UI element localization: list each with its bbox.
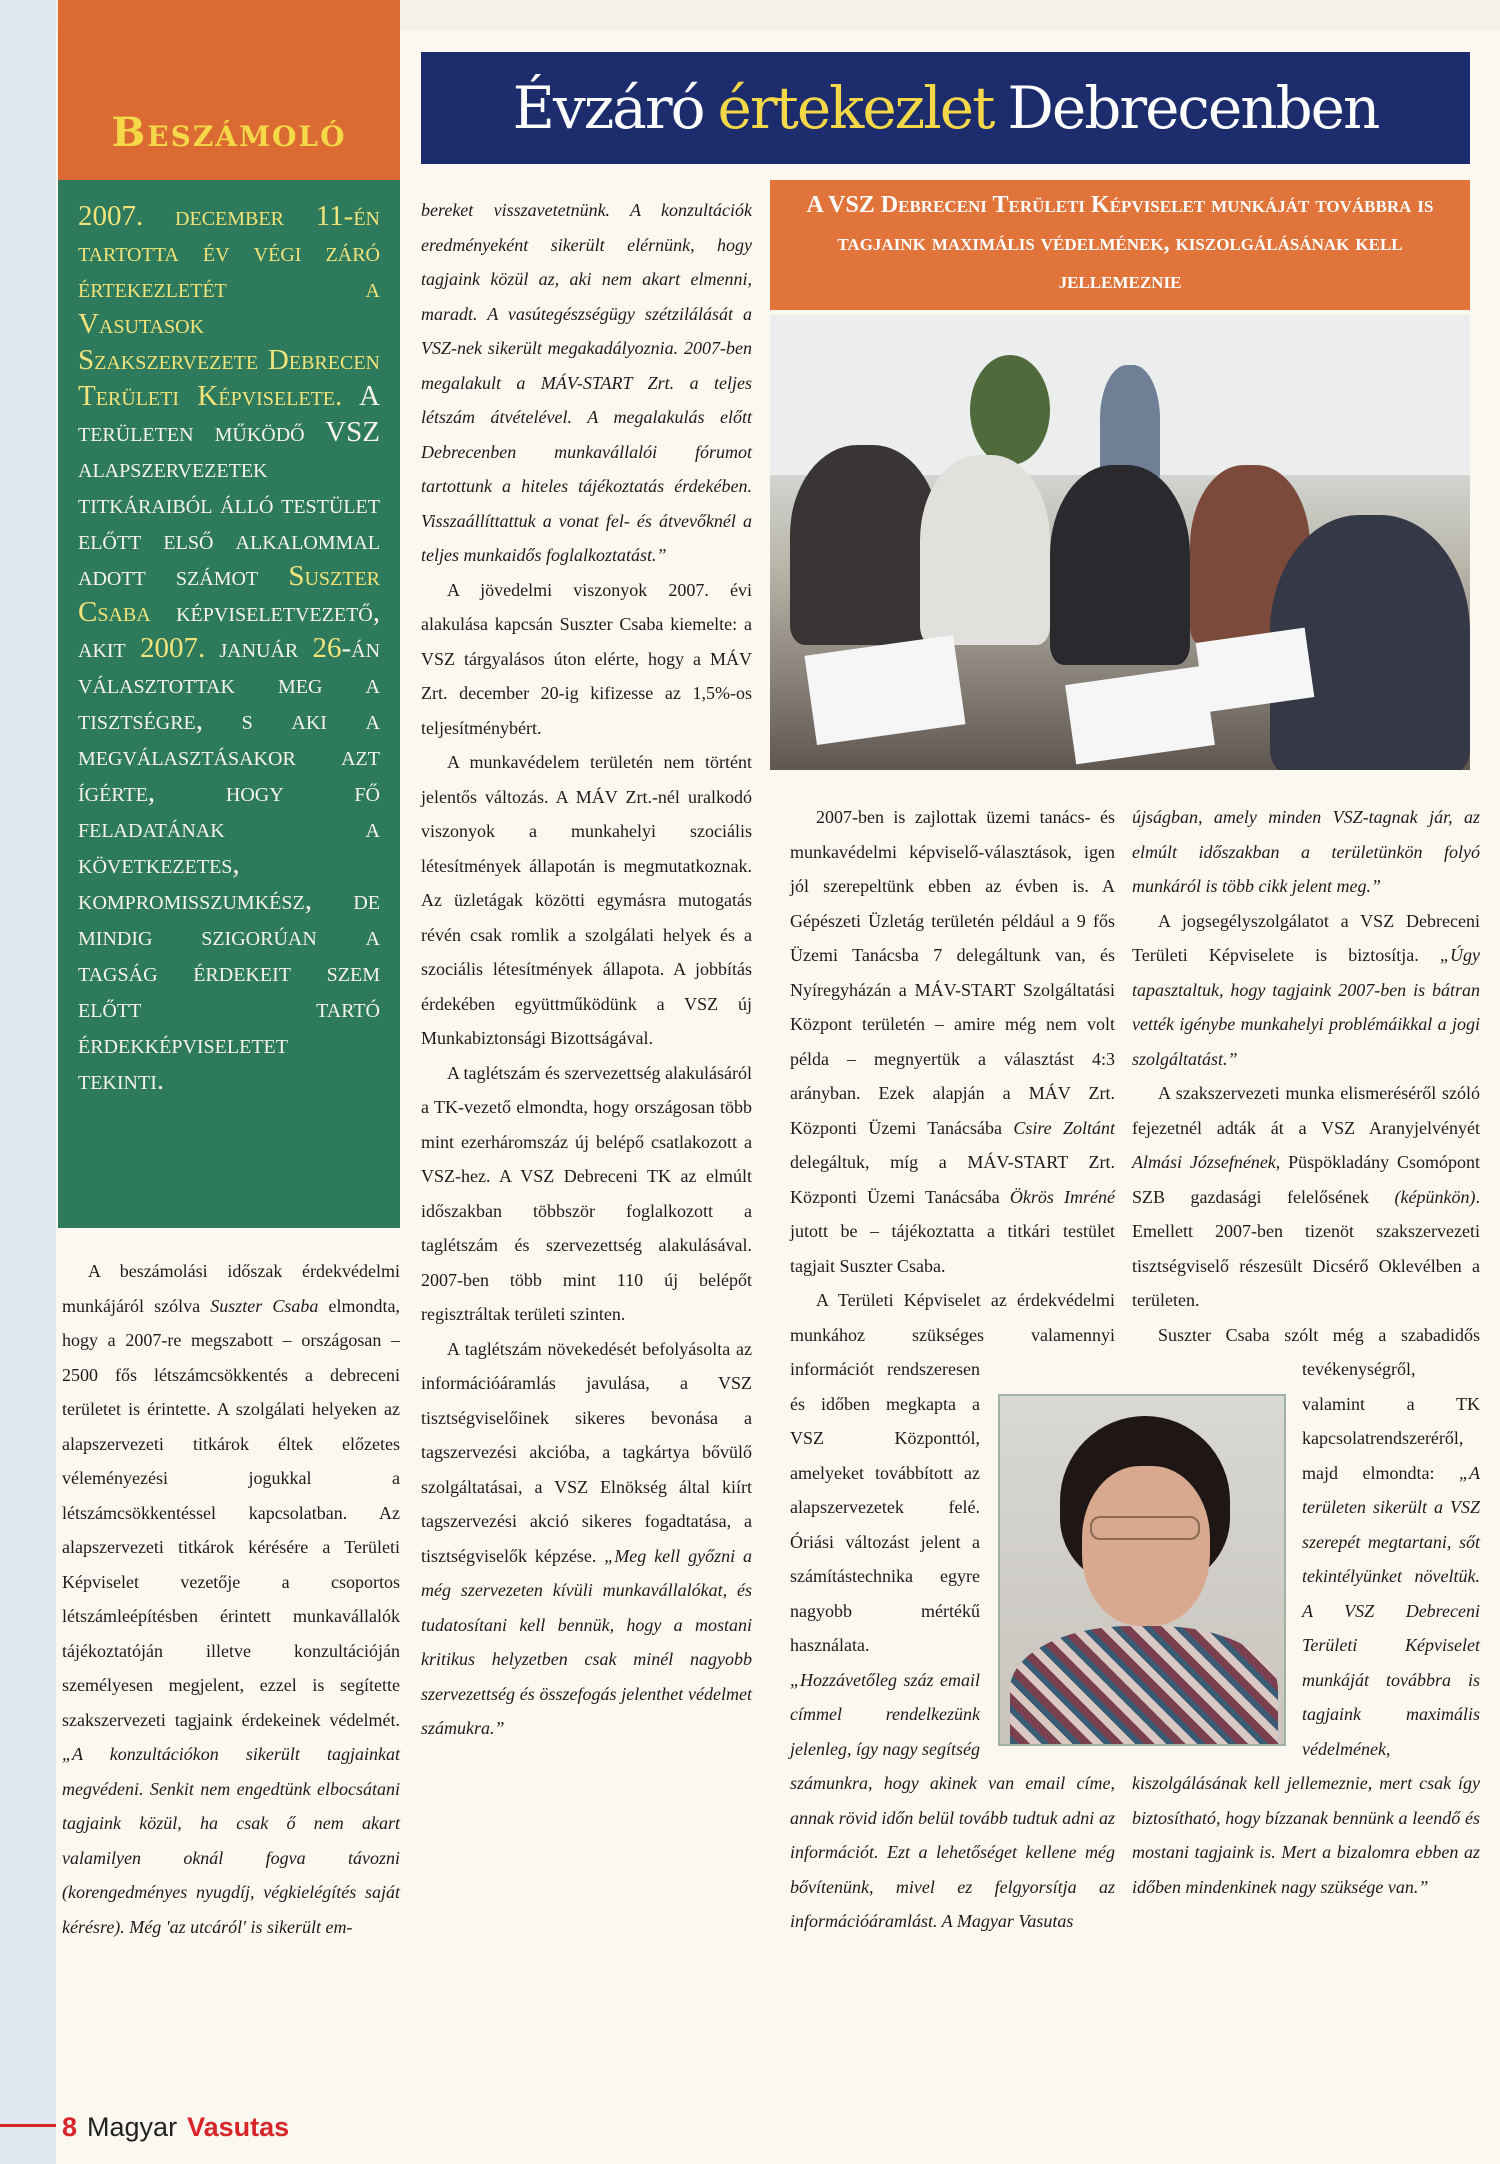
text: A taglétszám és szervezettség alakulásáról a TK-vezető elmondta, hogy országosan több mint ezerháromszáz új belépő csatlakozott a VSZ-hez. A VSZ Debreceni TK az elmúlt időszakban többször foglalkozott a taglétszám és szervezettség alakulásával. 2007-ben több mint 110 új belépőt regisztráltak területi szinten. — [421, 1062, 752, 1324]
lead-text-segment: Suszter Csaba — [78, 560, 380, 628]
paragraph — [790, 800, 1115, 1283]
italic-text: „Hozzávetőleg száz email címmel rendelkezünk jelenleg, így nagy segítség számunkra, hogy akinek van email címe, annak rövid időn belül tovább tudtuk adni az információt. Ezt a lehetőséget kellene még bővítenünk, mivel ez felgyorsítja az információáramlást. A Magyar Vasutas — [790, 1669, 1115, 1931]
lead-text-segment: -án választottak meg a tisztségre, s aki a megválasztásakor azt ígérte, hogy fő feladatának a következetes, kompromisszumkész, de mindig szigorúan a tagság érdekeit szem előtt tartó érdekképviseletet tekinti. — [78, 632, 381, 1096]
italic-text: „Úgy tapasztaltuk, hogy tagjaink 2007-ben is bátran vették igénybe munkahelyi problémáikkal a jogi szolgáltatást.” — [1132, 945, 1480, 1069]
footer-rule — [0, 2124, 56, 2127]
italic-text: Suszter Csaba — [210, 1295, 319, 1316]
paragraph — [421, 745, 752, 1056]
text: A jogsegélyszolgálatot a VSZ Debreceni Területi Képviselete is biztosítja. — [1132, 910, 1480, 965]
page-number: 8 — [62, 2112, 78, 2142]
text: 2007-ben is zajlottak üzemi tanács- és munkavédelmi képviselő-választások, igen jól szerepeltünk ebben az évben is. A Gépészeti Üzletág területén például a 9 fős Üzemi Tanácsba 7 delegáltunk van, és Nyíregyházán a MÁV-START Szolgáltatási Központ területén – amire még nem volt példa – megnyertük a választást 4:3 arányban. Ezek alapján a MÁV Zrt. Központi Üzemi Tanácsába — [790, 807, 1115, 1138]
photo-paper — [1065, 666, 1215, 765]
rubric-label: Beszámoló — [111, 109, 347, 156]
lead-text-segment: 2007. december 11-én tartotta év végi záró értekezletét a Vasutasok Szakszervezete Debrecen Területi Képviselete. — [78, 200, 380, 412]
paragraph — [62, 1254, 400, 1944]
italic-text: Ökrös Imréné — [1009, 1186, 1115, 1207]
column-2 — [421, 193, 752, 1746]
text: delegáltuk, míg a MÁV-START Zrt. Központi Üzemi Tanácsába — [790, 1152, 1115, 1207]
italic-text: „A területen sikerült a VSZ szerepét megtartani, sőt tekintélyünket növeltük. A VSZ Debreceni Területi Képviselet munkáját továbbra is tagjaink maximális védelmének, kiszolgálásának kell jellemeznie, mert csak így biztosítható, hogy bízzanak bennünk a leendő és mostani tagjaink is. Mert a bizalomra ebben az időben mindenkinek nagy szüksége van.” — [1132, 1462, 1480, 1897]
column-1 — [62, 1254, 400, 1944]
italic-text: bereket visszavetetnünk. A konzultációk eredményeként sikerült elérnünk, hogy tagjaink közül az, aki nem akart elmenni, maradt. A vasútegészségügy szétzilálását a VSZ-nek sikerült megakadályoznia. 2007-ben megalakult a MÁV-START Zrt. a teljes létszám átvételével. A megalakulás előtt Debrecenben munkavállalói fórumot tartottunk a hiteles tájékoztatás érdekében. Visszaállíttattuk a vonat fel- és átvevőknél a teljes munkaidős foglalkoztatást.” — [421, 200, 752, 565]
lead-text-segment: 2007. — [139, 632, 206, 664]
article-subtitle: A VSZ Debreceni Területi Képviselet munkáját továbbra is tagjaink maximális védelmének, kiszolgálásának kell jellemeznie — [770, 180, 1470, 310]
lead-box — [58, 180, 400, 1228]
page-footer — [62, 2112, 289, 2143]
italic-text: „A konzultációkon sikerült tagjainkat megvédeni. Senkit nem engedtünk elbocsátani tagjaink közül, ha csak ő nem akart valamilyen oknál fogva távozni (korengedményes nyugdíj, végkielégítés saját kérésre). Még 'az utcáról' is sikerült em- — [62, 1744, 400, 1937]
italic-text: Almási Józsefnének — [1132, 1152, 1276, 1172]
paragraph — [1132, 904, 1480, 1077]
paragraph — [421, 1332, 752, 1746]
italic-text: „Meg kell győzni a még szervezeten kívüli munkavállalókat, és tudatosítani kell bennük, hogy a mostani kritikus helyzetben csak minél nagyobb szervezettség és összefogás jelenthet védelmet számukra.” — [421, 1545, 752, 1738]
text: Suszter Csaba szólt még a szabadidős tevékenységről, valamint a TK kapcsolatrendszeréről, majd elmondta: — [1158, 1324, 1480, 1483]
title-part-3: Debrecenben — [1007, 74, 1379, 142]
lead-text-segment: január — [205, 632, 313, 664]
meeting-photo — [770, 315, 1470, 770]
paragraph — [1132, 1076, 1480, 1318]
paragraph — [421, 193, 752, 573]
lead-text-segment: A területen működő VSZ alapszervezetek titkáraiból álló testület előtt első alkalommal adott számot — [78, 380, 380, 592]
text: A taglétszám növekedését befolyásolta az információáramlás javulása, a VSZ tisztségviselőinek sikeres bevonása a tagszervezési akcióba, a tagkártya bővülő szolgáltatásai, a VSZ Elnökség által kiírt tagszervezési akció sikeres fogadtatása, a tisztségviselők képzése. — [421, 1338, 752, 1566]
text: A beszámolási időszak érdekvédelmi munkájáról szólva — [62, 1261, 400, 1316]
section-rubric — [58, 0, 400, 180]
portrait-photo — [998, 1394, 1286, 1746]
lead-text-segment: képviseletvezető, akit — [78, 596, 380, 664]
italic-text: újságban, amely minden VSZ-tagnak jár, az elmúlt időszakban a területünkön folyó munkáról is több cikk jelent meg.” — [1132, 807, 1480, 896]
magazine-name-1: Magyar — [87, 2112, 178, 2142]
text: A Területi Képviselet az érdekvédelmi munkához szükséges valamennyi információt rendszeresen és időben megkapta a VSZ Központtól, amelyeket továbbított az alapszervezetek felé. Óriási változást jelent a számítástechnika egyre nagyobb mértékű használata. — [790, 1290, 1115, 1655]
text: A munkavédelem területén nem történt jelentős változás. A MÁV Zrt.-nél uralkodó viszonyok a munkahelyi szociális létesítmények állapotán is megmutatkoznak. Az üzletágak közötti egymásra mutogatás révén csak romlik a szolgálati helyek és a szociális létesítmények állapota. A jobbítás érdekében együttműködünk a VSZ új Munkabiztonsági Bizottságával. — [421, 752, 752, 1048]
italic-text: (képünkön) — [1394, 1186, 1476, 1207]
text: . Emellett 2007-ben tizenöt szakszervezeti tisztségviselő részesült Dicsérő Oklevélben a területen. — [1132, 1186, 1480, 1310]
italic-text: Csire Zoltánt — [1013, 1117, 1115, 1138]
text: elmondta, hogy a 2007-re megszabott – országosan – 2500 fős létszámcsökkentés a debreceni területet is érintette. A szolgálati helyeken az alapszervezeti titkárok éltek előzetes véleményezési jogukkal a létszámcsökkentéssel kapcsolatban. Az alapszervezeti titkárok kérésére a Területi Képviselet vezetője a csoportos létszámleépítésben érintett munkavállalók tájékoztatóján illetve konzultációján személyesen megjelent, ezzel is segítette szakszervezeti tagjaink érdekeinek védelmét. — [62, 1295, 401, 1730]
plant-shape — [970, 355, 1050, 465]
paragraph — [421, 1056, 752, 1332]
paragraph — [421, 573, 752, 746]
article-title — [421, 52, 1470, 164]
title-part-2: értekezlet — [717, 74, 994, 142]
column-3 — [790, 800, 1115, 1939]
paragraph — [1132, 800, 1480, 904]
text: A jövedelmi viszonyok 2007. évi alakulása kapcsán Suszter Csaba kiemelte: a VSZ tárgyalásos úton elérte, hogy a MÁV Zrt. december 20-ig kifizesse az 1,5%-os teljesítménybért. — [421, 579, 752, 738]
page-margin — [0, 0, 56, 2164]
photo-person — [1050, 465, 1190, 665]
photo-person — [790, 445, 940, 645]
text: A szakszervezeti munka elismeréséről szóló fejezetnél adták át a VSZ Aranyjelvényét — [1132, 1083, 1480, 1138]
title-part-1: Évzáró — [512, 74, 704, 142]
text: , Püspökladány Csomópont SZB gazdasági felelősének — [1132, 1152, 1480, 1207]
text: jutott be – tájékoztatta a titkári testület tagjait Suszter Csaba. — [790, 1221, 1115, 1276]
lead-text-segment: 26 — [312, 632, 342, 664]
photo-paper — [804, 635, 965, 745]
photo-person — [920, 455, 1050, 645]
magazine-name-2: Vasutas — [187, 2112, 290, 2142]
